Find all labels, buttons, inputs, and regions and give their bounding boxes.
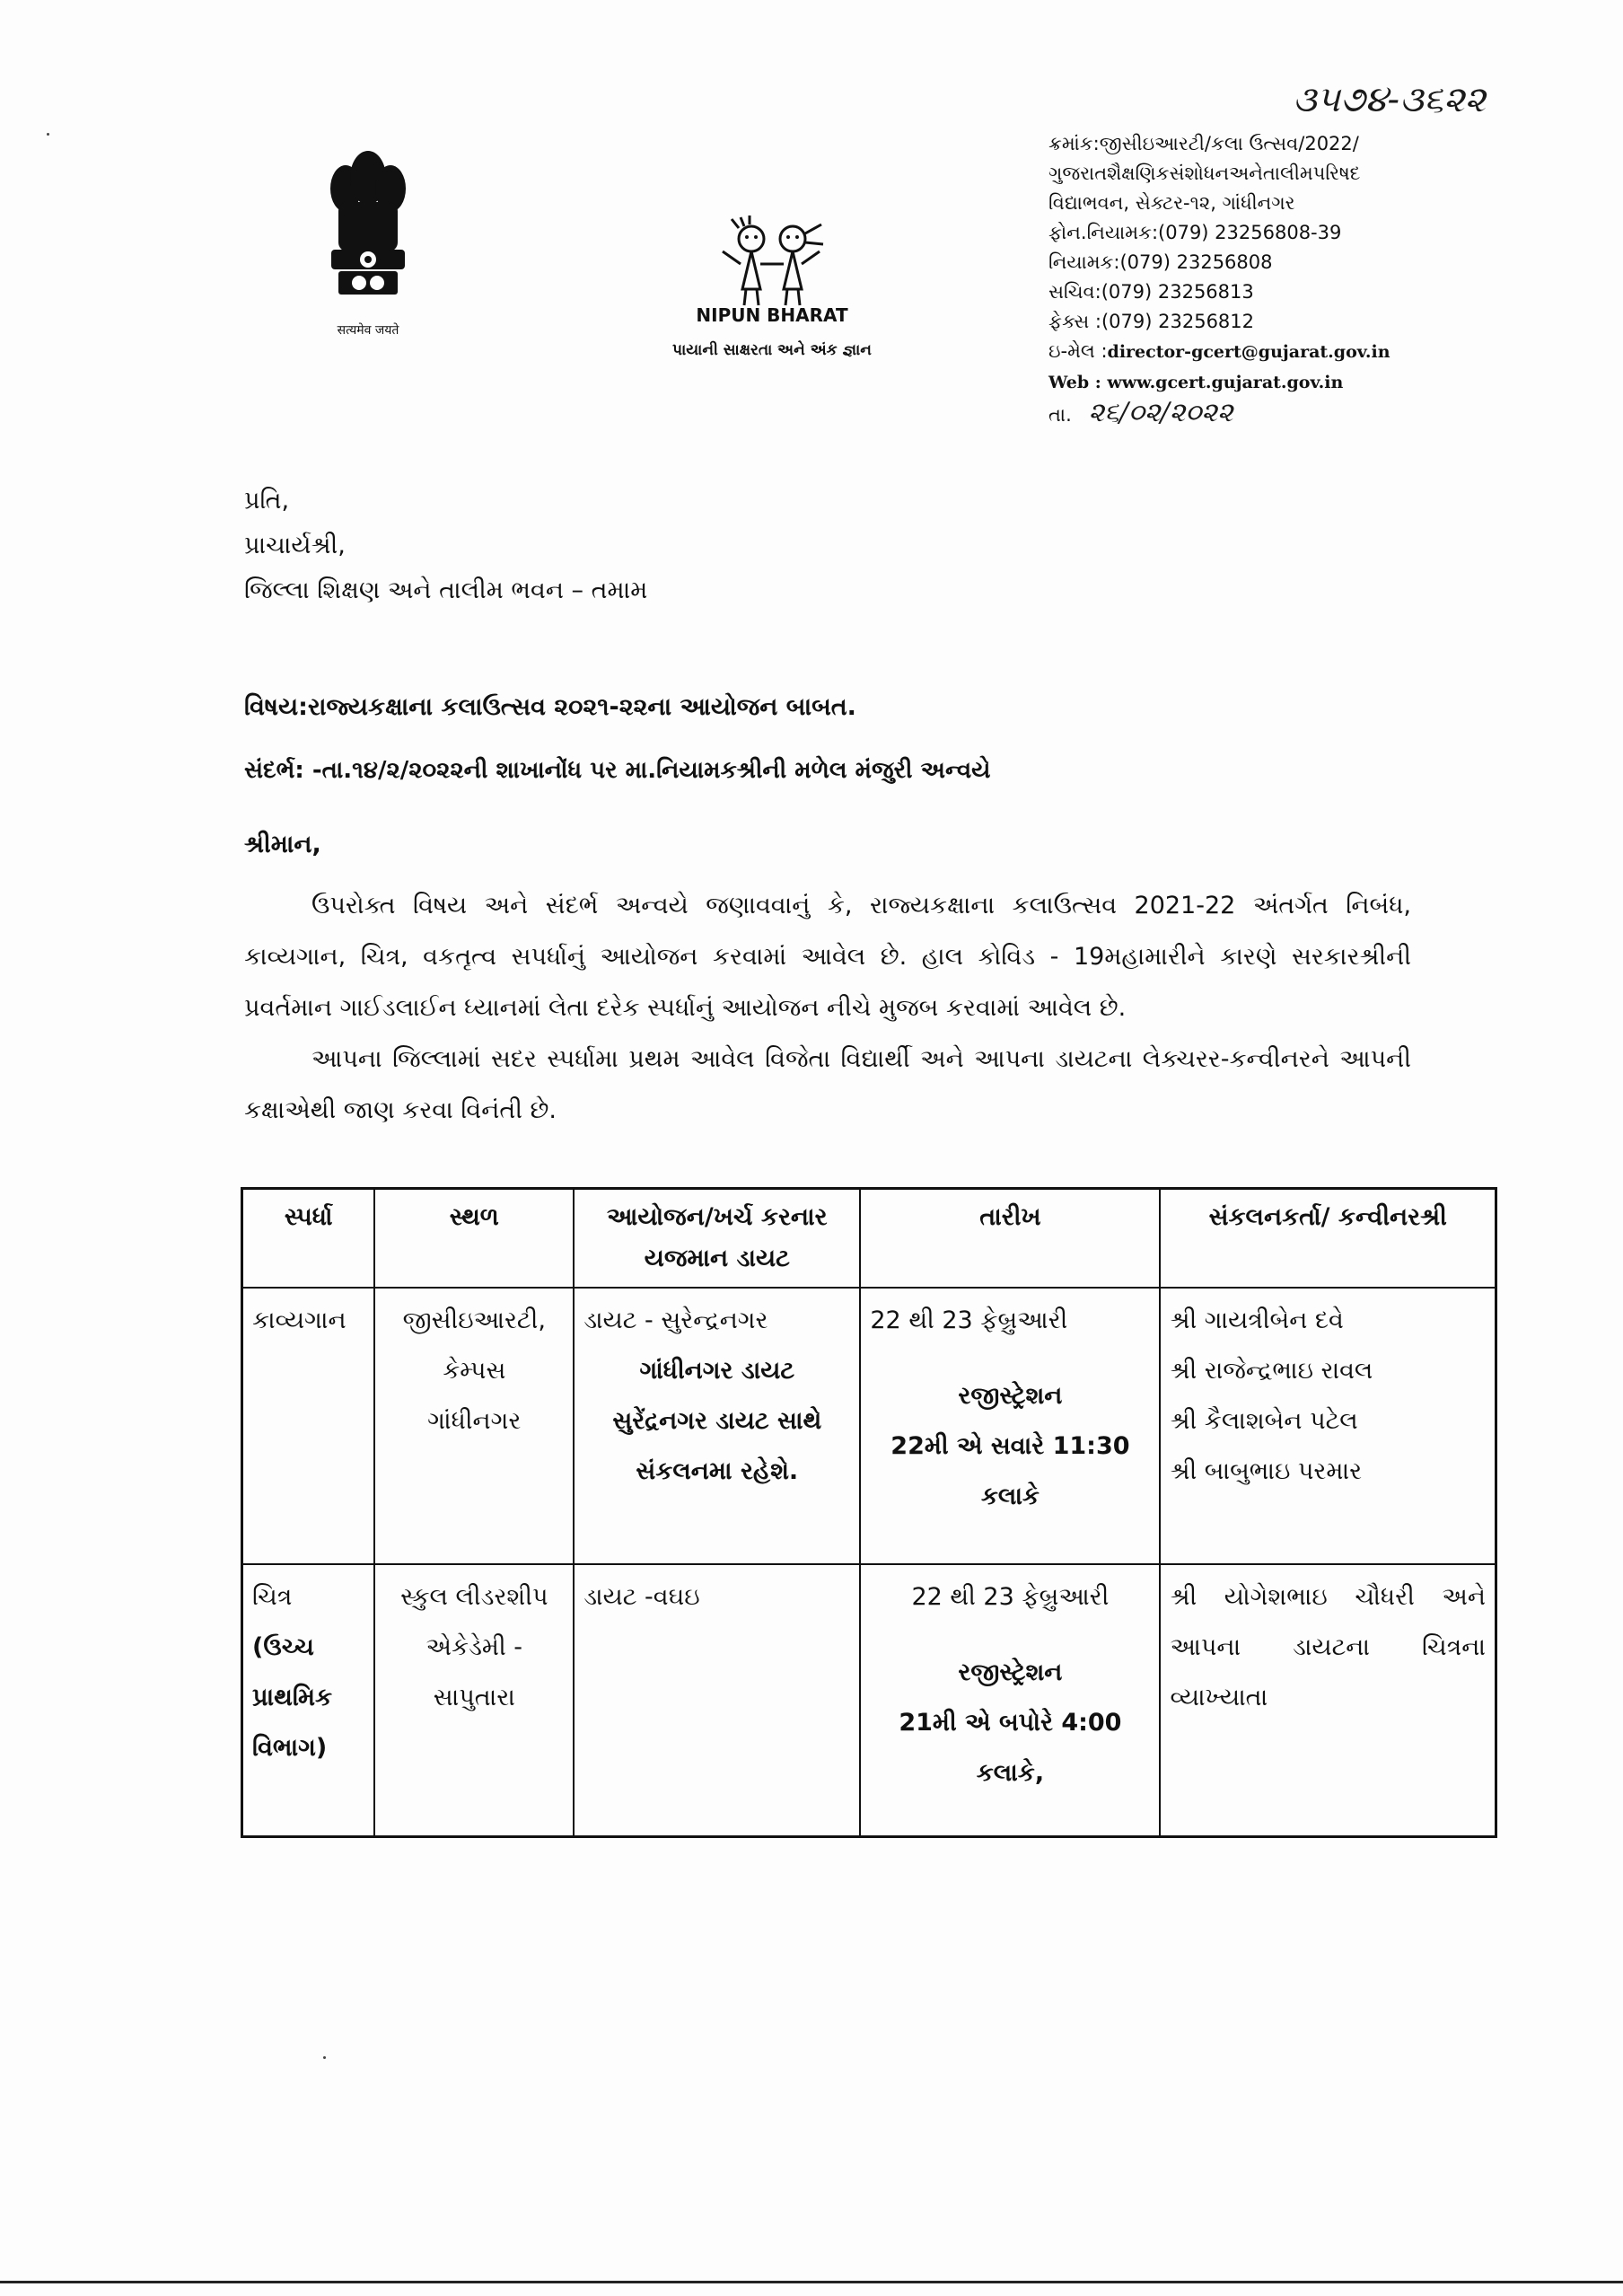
ref-line-email: [1048, 337, 1587, 367]
cell-competition: કાવ્યગાન: [242, 1288, 375, 1564]
emblem-motto: सत्यमेव जयते: [337, 323, 399, 338]
header-venue: સ્થળ: [374, 1189, 574, 1289]
event-date: 22 થી 23 ફેબ્રુઆરી: [911, 1583, 1110, 1611]
ref-line-secretary: સચિવ:(079) 23256813: [1048, 281, 1254, 303]
cell-host: ડાયટ - સુરેન્દ્રનગર ગાંધીનગર ડાયટ સુરેંદ્રનગર ડાયટ સાથે સંકલનમા રહેશે.: [574, 1288, 860, 1564]
cell-conveners: શ્રી યોગેશભાઇ ચૌધરી અને આપના ડાયટના ચિત્રના વ્યાખ્યાતા: [1160, 1564, 1496, 1837]
header-convener: સંકલનકર્તા/ કન્વીનરશ્રી: [1160, 1189, 1496, 1289]
body-paragraph-1: ઉપરોક્ત વિષય અને સંદર્ભ અન્વયે જણાવવાનું કે, રાજ્યકક્ષાના કલાઉત્સવ 2021-22 અંતર્ગત નિબંધ, કાવ્યગાન, ચિત્ર, વકતૃત્વ સપર્ધાનું આયોજન કરવામાં આવેલ છે. હાલ કોવિડ - 19મહામારીને કારણે સરકારશ્રીની પ્રવર્તમાન ગાઈડલાઈન ધ્યાનમાં લેતા દરેક સ્પર્ધાનું આયોજન નીચે મુજબ કરવામાં આવેલ છે.: [244, 892, 1411, 1022]
ref-line-address: વિદ્યાભવન, સેક્ટર-૧૨, ગાંધીનગર: [1048, 192, 1295, 214]
nipun-caption: પાયાની સાક્ષરતા અને અંક જ્ઞાન: [672, 341, 872, 359]
nipun-logo-text: NIPUN BHARAT: [696, 304, 848, 326]
table-row: [242, 1288, 1496, 1564]
ref-line-fax: ફેક્સ :(079) 23256812: [1048, 311, 1255, 332]
header-date: તારીખ: [860, 1189, 1160, 1289]
cell-date: 22 થી 23 ફેબ્રુઆરી રજીસ્ટ્રેશન 21મી એ બપોરે 4:00 કલાકે,: [860, 1564, 1160, 1837]
registration-label: રજીસ્ટ્રેશન: [958, 1382, 1063, 1410]
office-reference-block: [1048, 129, 1587, 430]
event-date: 22 થી 23 ફેબ્રુઆરી: [870, 1306, 1068, 1334]
cell-venue: સ્કુલ લીડરશીપ એકેડેમી - સાપુતારા: [374, 1564, 574, 1837]
ref-line-date: [1048, 398, 1587, 430]
letter-body: [244, 880, 1411, 1136]
ref-line-phone-director: ફોન.નિયામક:(079) 23256808-39: [1048, 222, 1342, 243]
email-label: ઇ-મેલ :: [1048, 340, 1108, 362]
web-label: Web :: [1048, 373, 1108, 392]
cell-host: ડાયટ -વઘઇ: [574, 1564, 860, 1837]
ref-line-director: નિયામક:(079) 23256808: [1048, 251, 1273, 273]
ref-line-number: ક્રમાંક:જીસીઇઆરટી/કલા ઉત્સવ/2022/: [1048, 133, 1359, 154]
scan-dot: [47, 133, 49, 136]
scan-dot: [323, 2056, 326, 2059]
handwritten-inward-number: ૩૫૭૪-૩૬૨૨: [1293, 79, 1487, 120]
children-logo-icon: [696, 216, 848, 332]
addressee-line-3: જિલ્લા શિક્ષણ અને તાલીમ ભવન – તમામ: [244, 576, 648, 604]
cell-competition: ચિત્ર (ઉચ્ચ પ્રાથમિક વિભાગ): [242, 1564, 375, 1837]
cell-venue: જીસીઇઆરટી, કેમ્પસ ગાંધીનગર: [374, 1288, 574, 1564]
header-competition: સ્પર્ધા: [242, 1189, 375, 1289]
national-emblem: [301, 153, 435, 339]
table-header-row: [242, 1189, 1496, 1289]
competition-schedule-table: [241, 1187, 1497, 1838]
web-address[interactable]: www.gcert.gujarat.gov.in: [1107, 373, 1344, 392]
registration-time: 21મી એ બપોરે 4:00: [899, 1709, 1122, 1737]
registration-time: 22મી એ સવારે 11:30: [890, 1432, 1130, 1460]
reference-line: સંદર્ભ: -તા.૧૪/૨/૨૦૨૨ની શાખાનોંધ પર મા.નિયામકશ્રીની મળેલ મંજુરી અન્વયે: [244, 757, 991, 784]
ref-line-web: [1048, 367, 1587, 398]
ashoka-lion-icon: [319, 153, 417, 314]
handwritten-date: ૨૬/૦૨/૨૦૨૨: [1088, 397, 1233, 428]
subject-line: વિષય:રાજ્યકક્ષાના કલાઉત્સવ ૨૦૨૧-૨૨ના આયોજન બાબત.: [244, 693, 856, 721]
cell-conveners: શ્રી ગાયત્રીબેન દવે શ્રી રાજેન્દ્રભાઇ રાવલ શ્રી કૈલાશબેન પટેલ શ્રી બાબુભાઇ પરમાર: [1160, 1288, 1496, 1564]
cell-date: 22 થી 23 ફેબ્રુઆરી રજીસ્ટ્રેશન 22મી એ સવારે 11:30 કલાકે: [860, 1288, 1160, 1564]
salutation: શ્રીમાન,: [244, 831, 321, 858]
header-host: આયોજન/ખર્ચ કરનાર યજમાન ડાયટ: [574, 1189, 860, 1289]
table-row: [242, 1564, 1496, 1837]
body-paragraph-2: આપના જિલ્લામાં સદર સ્પર્ધામા પ્રથમ આવેલ વિજેતા વિદ્યાર્થી અને આપના ડાયટના લેક્ચરર-કન્વીનરને આપની કક્ષાએથી જાણ કરવા વિનંતી છે.: [244, 1045, 1411, 1124]
scan-bottom-edge: [0, 2281, 1623, 2283]
registration-label: રજીસ્ટ્રેશન: [958, 1658, 1063, 1686]
addressee: [244, 479, 647, 613]
addressee-line-1: પ્રતિ,: [244, 487, 290, 515]
email-address[interactable]: director-gcert@gujarat.gov.in: [1107, 342, 1391, 362]
nipun-bharat-logo: [655, 216, 889, 359]
ref-line-council: ગુજરાતશૈક્ષણિકસંશોધનઅનેતાલીમપરિષદ: [1048, 163, 1361, 184]
addressee-line-2: પ્રાચાર્યશ્રી,: [244, 532, 346, 559]
date-label: તા.: [1048, 404, 1072, 426]
